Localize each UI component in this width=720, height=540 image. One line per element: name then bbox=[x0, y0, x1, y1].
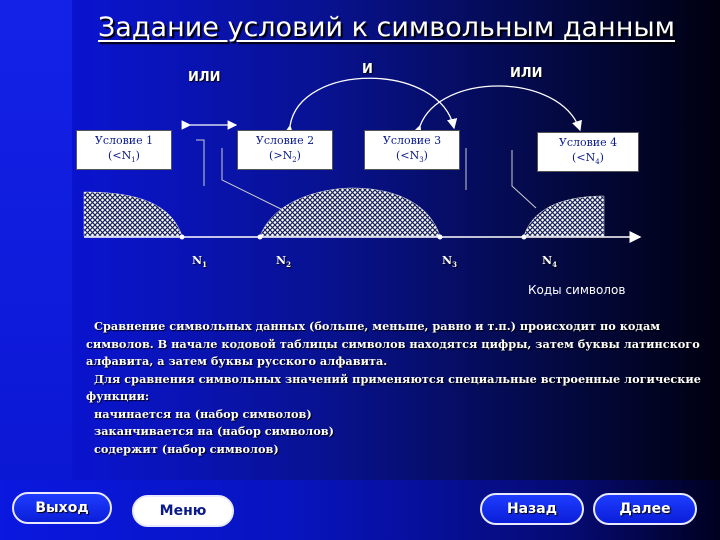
condition-close: ) bbox=[423, 149, 428, 162]
condition-op: (< bbox=[396, 149, 410, 162]
label-n1 bbox=[192, 254, 207, 269]
function-ends-with: заканчивается на (набор символов) bbox=[94, 424, 334, 438]
axis-label: Коды символов bbox=[528, 283, 626, 297]
pointer-4 bbox=[512, 150, 536, 208]
condition-label: Условие 4 bbox=[558, 136, 618, 149]
point-n1 bbox=[180, 235, 185, 240]
n-sub: 2 bbox=[286, 260, 291, 270]
condition-close: ) bbox=[599, 151, 604, 164]
or-label-1: ИЛИ bbox=[188, 70, 221, 85]
condition-op: (> bbox=[269, 149, 283, 162]
exit-button[interactable]: Выход bbox=[12, 492, 112, 524]
or-label-2: ИЛИ bbox=[510, 66, 543, 81]
function-contains: содержит (набор символов) bbox=[94, 441, 279, 456]
condition-op: (< bbox=[108, 149, 122, 162]
back-button[interactable]: Назад bbox=[480, 493, 584, 525]
region-less-n1 bbox=[84, 192, 182, 236]
condition-sub: 4 bbox=[595, 158, 600, 167]
and-arc bbox=[290, 78, 454, 128]
region-between-n2-n3 bbox=[260, 188, 440, 236]
condition-sub: 2 bbox=[292, 156, 297, 165]
paragraph-2-text: Для сравнения символьных значений применяются специальные встроенные логические функции: bbox=[86, 371, 701, 403]
n-sub: 4 bbox=[552, 260, 557, 270]
condition-sym: N bbox=[409, 149, 420, 162]
point-n3 bbox=[438, 235, 443, 240]
paragraph-2 bbox=[86, 371, 716, 406]
n-sym: N bbox=[276, 254, 287, 267]
next-button[interactable]: Далее bbox=[593, 493, 697, 525]
point-n4 bbox=[522, 235, 527, 240]
condition-sym: N bbox=[282, 149, 293, 162]
condition-label: Условие 2 bbox=[255, 134, 315, 147]
paragraph-1 bbox=[86, 318, 716, 371]
pointer-1 bbox=[196, 140, 204, 186]
page-title: Задание условий к символьным данным bbox=[98, 12, 676, 43]
condition-close: ) bbox=[296, 149, 301, 162]
condition-label: Условие 1 bbox=[94, 134, 154, 147]
condition-close: ) bbox=[135, 149, 140, 162]
condition-box-4 bbox=[537, 132, 639, 172]
label-n4 bbox=[542, 254, 557, 269]
n-sub: 3 bbox=[452, 260, 457, 270]
condition-box-3 bbox=[364, 130, 460, 170]
condition-sub: 1 bbox=[131, 156, 136, 165]
explanation-text bbox=[86, 318, 716, 458]
paragraph-1-text: Сравнение символьных данных (больше, меньше, равно и т.п.) происходит по кодам символов. В начале кодовой таблицы символов находятся цифры, затем буквы латинского алфавита, а затем буквы русского алфавита. bbox=[86, 319, 700, 368]
condition-sub: 3 bbox=[419, 156, 424, 165]
menu-button[interactable]: Меню bbox=[132, 495, 234, 527]
n-sub: 1 bbox=[202, 260, 207, 270]
n-sym: N bbox=[192, 254, 203, 267]
n-sym: N bbox=[542, 254, 553, 267]
condition-op: (< bbox=[572, 151, 586, 164]
condition-sym: N bbox=[121, 149, 132, 162]
condition-box-1 bbox=[76, 130, 172, 170]
label-n3 bbox=[442, 254, 457, 269]
label-n2 bbox=[276, 254, 291, 269]
function-starts-with: начинается на (набор символов) bbox=[94, 406, 312, 421]
condition-label: Условие 3 bbox=[382, 134, 442, 147]
condition-sym: N bbox=[585, 151, 596, 164]
n-sym: N bbox=[442, 254, 453, 267]
condition-box-2 bbox=[237, 130, 333, 170]
region-greater-n4 bbox=[524, 196, 604, 236]
and-label: И bbox=[362, 62, 373, 77]
point-n2 bbox=[258, 235, 263, 240]
